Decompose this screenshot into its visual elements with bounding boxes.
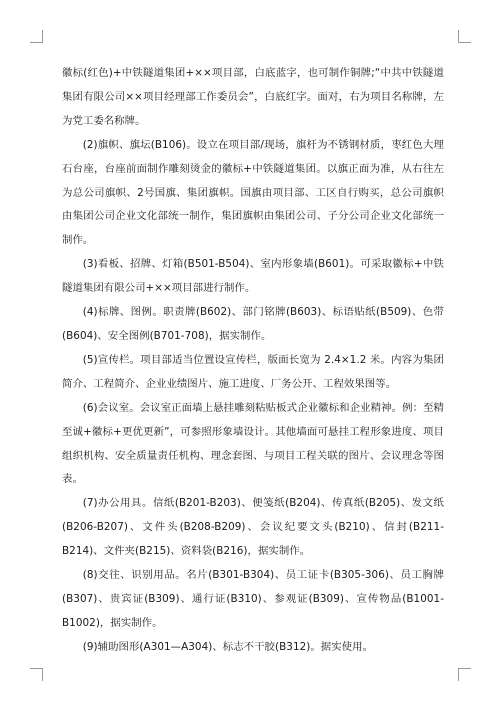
paragraph-bulletin-board: (5)宣传栏。项目部适当位置设宣传栏，版面长宽为 2.4×1.2 米。内容为集团简介、工程简介、企业业绩图片、施工进度、厂务公开、工程效果图等。	[62, 353, 444, 390]
crop-mark-bottom-left	[30, 668, 43, 681]
paragraph-continued: 徽标(红色)+中铁隧道集团+××项目部，白底蓝字，也可制作铜牌;“中共中铁隧道集团有限公司××项目经理部工作委员会”，白底红字。面对，右为项目名称牌，左为党工委名称牌。	[62, 67, 444, 127]
crop-mark-bottom-right	[458, 668, 471, 681]
crop-mark-top-left	[30, 30, 43, 43]
document-body	[62, 62, 444, 660]
paragraph-identification-items: (8)交往、识别用品。名片(B301-B304)、员工证卡(B305-306)、员工胸牌(B307)、贵宾证(B309)、通行证(B310)、参观证(B309)、宣传物品(B1001-B1002)，据实制作。	[62, 569, 444, 629]
paragraph-flag-platform: (2)旗帜、旗坛(B106)。设立在项目部/现场，旗杆为不锈钢材质，枣红色大理石台座，台座前面制作雕刻烫金的徽标+中铁隧道集团。以旗正面为准，从右往左为总公司旗帜、2号国旗、集团旗帜。国旗由项目部、工区自行购买，总公司旗帜由集团公司企业文化部统一制作，集团旗帜由集团公司、子分公司企业文化部统一制作。	[62, 138, 444, 247]
paragraph-signs-legends: (4)标牌、图例。职责牌(B602)、部门铭牌(B603)、标语贴纸(B509)、色带(B604)、安全图例(B701-708)，据实制作。	[62, 306, 444, 342]
paragraph-office-supplies: (7)办公用具。信纸(B201-B203)、便笺纸(B204)、传真纸(B205)、发文纸(B206-B207)、文件头(B208-B209)、会议纪要文头(B210)、信封(B211-B214)、文件夹(B215)、资料袋(B216)，据实制作。	[62, 497, 444, 558]
paragraph-auxiliary-graphics: (9)辅助图形(A301—A304)、标志不干胶(B312)。据实使用。	[82, 640, 374, 653]
paragraph-meeting-room: (6)会议室。会议室正面墙上悬挂雕刻粘贴板式企业徽标和企业精神。例：至精至诚+徽标+更优更新”，可参照形象墙设计。其他墙面可悬挂工程形象进度、项目组织机构、安全质量责任机构、理念套图、与项目工程关联的图片、会议理念等图表。	[62, 401, 444, 486]
crop-mark-top-right	[458, 30, 471, 43]
paragraph-signboards: (3)看板、招牌、灯箱(B501-B504)、室内形象墙(B601)。可采取徽标+中铁隧道集团有限公司+××项目部进行制作。	[62, 258, 444, 295]
